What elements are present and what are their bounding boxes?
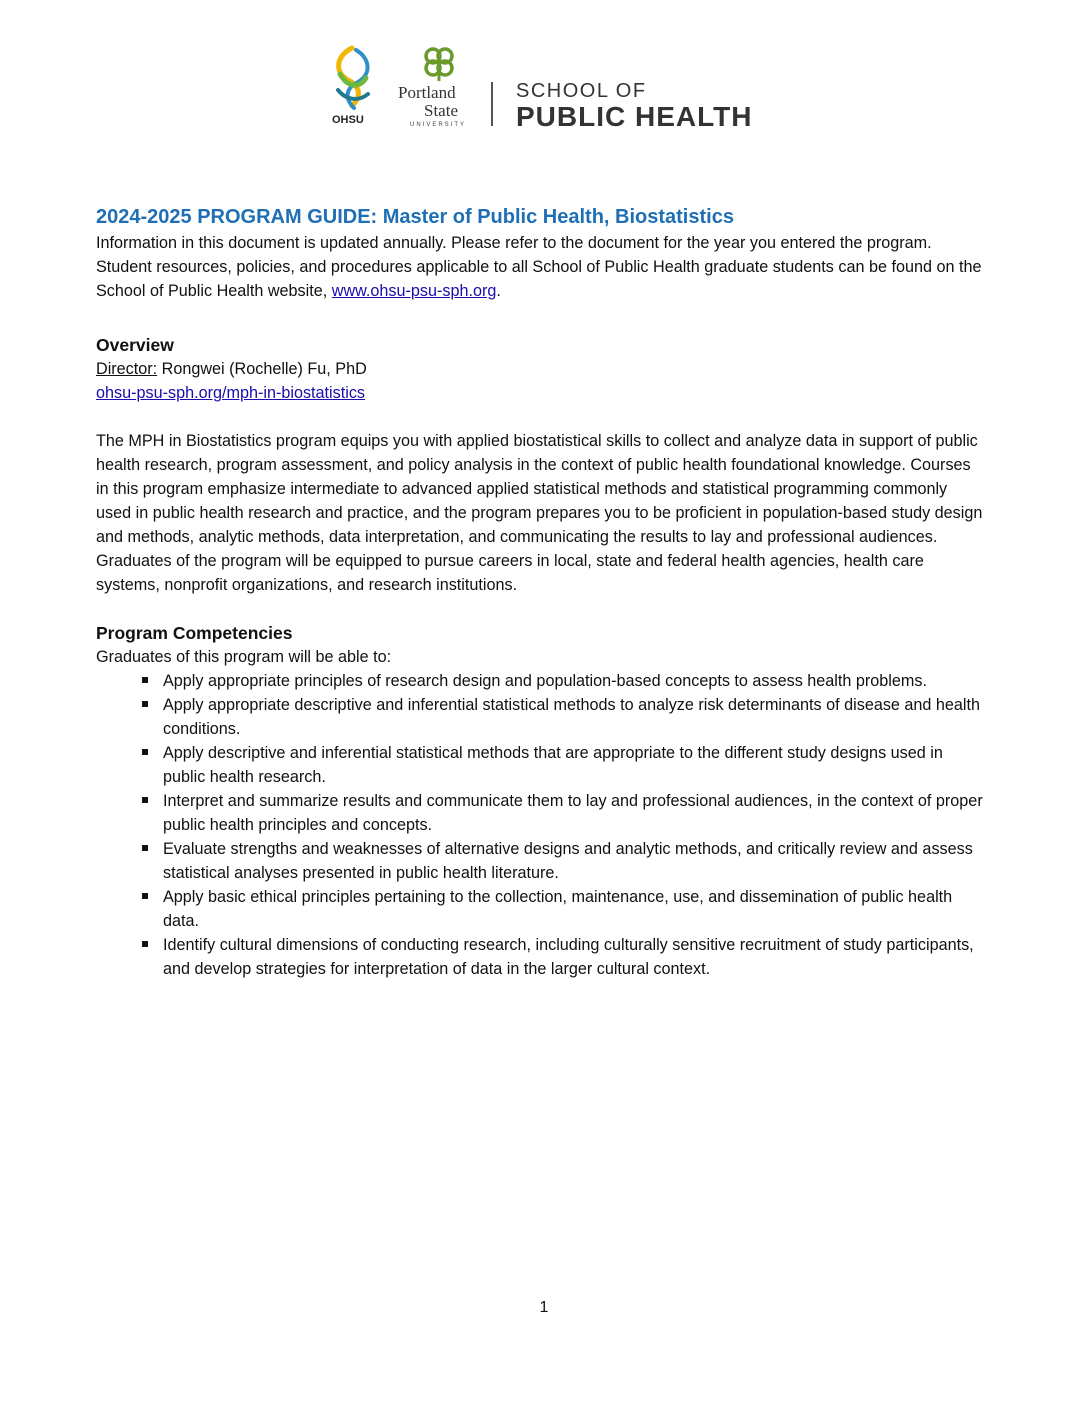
- page-number: 1: [539, 1299, 549, 1316]
- competency-text: Apply appropriate descriptive and inferential statistical methods to analyze risk determinants of disease and health conditions.: [163, 696, 981, 738]
- bullet-icon: [142, 701, 148, 707]
- document-title: 2024-2025 PROGRAM GUIDE: Master of Public Health, Biostatistics: [96, 206, 734, 228]
- program-page-link[interactable]: ohsu-psu-sph.org/mph-in-biostatistics: [96, 384, 366, 402]
- list-item: [142, 933, 986, 981]
- main-content: [96, 203, 986, 981]
- intro-after-link: .: [496, 282, 501, 300]
- psu-state-text: State: [424, 101, 458, 120]
- psu-clover-icon: [420, 46, 458, 82]
- competencies-list: [96, 669, 986, 981]
- competency-text: Apply basic ethical principles pertaining to the collection, maintenance, use, and dissemination of public health data.: [163, 888, 953, 930]
- psu-university-text: UNIVERSITY: [410, 122, 467, 128]
- bullet-icon: [142, 677, 148, 683]
- competencies-lead: Graduates of this program will be able to:: [96, 648, 392, 666]
- competencies-heading: Program Competencies: [96, 623, 293, 643]
- director-label: Director:: [96, 360, 158, 378]
- school-of-text: SCHOOL OF: [516, 80, 647, 102]
- competency-text: Identify cultural dimensions of conducting research, including culturally sensitive recruitment of study participants, and develop strategies for interpretation of data in the larger cultural context.: [163, 936, 974, 978]
- competency-text: Interpret and summarize results and communicate them to lay and professional audiences, in the context of proper public health principles and concepts.: [163, 792, 983, 834]
- psu-portland-text: Portland: [398, 83, 456, 102]
- list-item: [142, 693, 986, 741]
- intro-text: Information in this document is updated annually. Please refer to the document for the year you entered the program. Student resources, policies, and procedures applicable to all School of Public Health graduate students can be found on the School of Public Health website,: [96, 234, 982, 300]
- list-item: [142, 741, 986, 789]
- list-item: [142, 885, 986, 933]
- bullet-icon: [142, 941, 148, 947]
- logo-divider: [491, 82, 493, 126]
- director-line: [96, 357, 986, 381]
- intro-paragraph: [96, 231, 986, 303]
- public-health-text: PUBLIC HEALTH: [516, 101, 753, 132]
- list-item: [142, 837, 986, 885]
- competency-text: Evaluate strengths and weaknesses of alternative designs and analytic methods, and critically review and assess statistical analyses presented in public health literature.: [163, 840, 973, 882]
- bullet-icon: [142, 893, 148, 899]
- program-description: The MPH in Biostatistics program equips you with applied biostatistical skills to collect and analyze data in support of public health research, program assessment, and policy analysis in the context of public health foundational knowledge. Courses in this program emphasize intermediate to advanced applied statistical methods and statistical programming commonly used in public health research and practice, and the program prepares you to be proficient in population-based study design and methods, analytic methods, data interpretation, and communicating the results to lay and professional audiences. Graduates of the program will be equipped to pursue careers in local, state and federal health agencies, health care systems, nonprofit organizations, and research institutions.: [96, 432, 983, 594]
- header-logos: [326, 44, 766, 134]
- program-link-line: [96, 381, 986, 405]
- psu-logo: [388, 44, 478, 134]
- list-item: [142, 669, 986, 693]
- ohsu-label: OHSU: [332, 114, 364, 126]
- director-name: Rongwei (Rochelle) Fu, PhD: [157, 360, 367, 378]
- ohsu-emblem-icon: [326, 44, 378, 114]
- bullet-icon: [142, 845, 148, 851]
- competency-text: Apply descriptive and inferential statistical methods that are appropriate to the different study designs used in public health research.: [163, 744, 943, 786]
- bullet-icon: [142, 797, 148, 803]
- sph-website-link[interactable]: www.ohsu-psu-sph.org: [331, 282, 497, 300]
- competency-text: Apply appropriate principles of research design and population-based concepts to assess health problems.: [163, 672, 927, 690]
- list-item: [142, 789, 986, 837]
- overview-heading: Overview: [96, 335, 174, 355]
- bullet-icon: [142, 749, 148, 755]
